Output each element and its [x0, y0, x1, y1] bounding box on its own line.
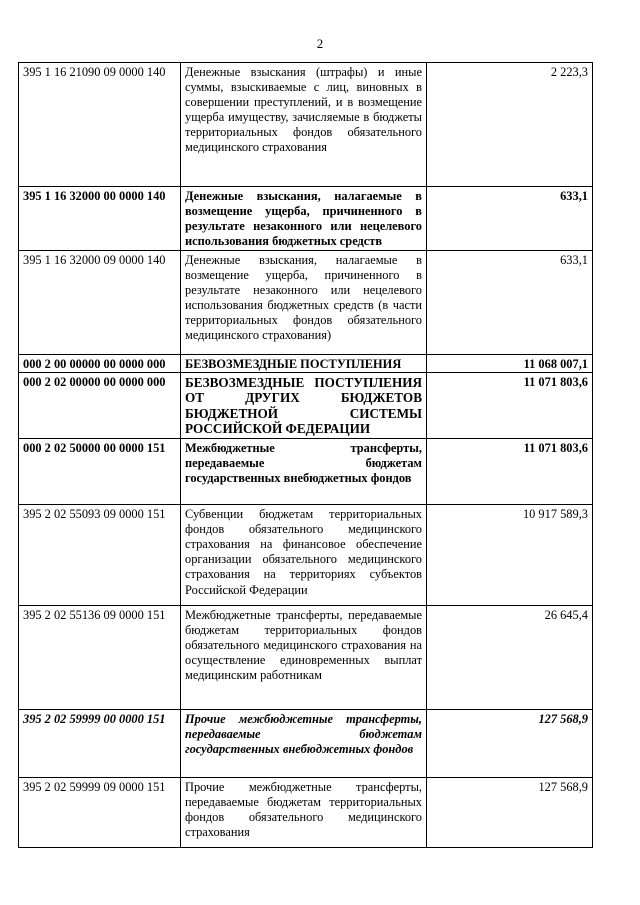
table-row: [19, 606, 593, 710]
revenue-name-cell: Прочие межбюджетные трансферты, передаваемые бюджетам государственных внебюджетных фондов: [181, 710, 427, 778]
page-number: 2: [316, 36, 324, 51]
table-row: [19, 373, 593, 439]
revenue-name-cell: БЕЗВОЗМЕЗДНЫЕ ПОСТУПЛЕНИЯ: [181, 355, 427, 373]
revenue-name-cell: Денежные взыскания, налагаемые в возмещение ущерба, причиненного в результате незаконного или нецелевого использования бюджетных средств (в части территориальных фондов обязательного медицинского страхования): [181, 251, 427, 355]
table-row: [19, 355, 593, 373]
revenue-name-cell: Денежные взыскания (штрафы) и иные суммы, взыскиваемые с лиц, виновных в совершении преступлений, и в возмещение ущерба имуществу, зачисляемые в бюджеты территориальных фондов обязательного медицинского страхования: [181, 63, 427, 187]
amount-cell: 633,1: [427, 187, 593, 251]
amount-cell: 11 071 803,6: [427, 373, 593, 439]
budget-code-cell: 000 2 02 00000 00 0000 000: [19, 373, 181, 439]
budget-revenue-table: [18, 62, 593, 848]
table-row: [19, 710, 593, 778]
table-row: [19, 778, 593, 848]
amount-cell: 2 223,3: [427, 63, 593, 187]
budget-code-cell: 000 2 00 00000 00 0000 000: [19, 355, 181, 373]
amount-cell: 11 068 007,1: [427, 355, 593, 373]
amount-cell: 127 568,9: [427, 778, 593, 848]
table-row: [19, 63, 593, 187]
amount-cell: 26 645,4: [427, 606, 593, 710]
amount-cell: 10 917 589,3: [427, 505, 593, 606]
budget-code-cell: 395 2 02 55093 09 0000 151: [19, 505, 181, 606]
amount-cell: 127 568,9: [427, 710, 593, 778]
budget-code-cell: 395 1 16 32000 09 0000 140: [19, 251, 181, 355]
revenue-name-cell: Межбюджетные трансферты, передаваемые бюджетам территориальных фондов обязательного медицинского страхования на осуществление единовременных выплат медицинским работникам: [181, 606, 427, 710]
table-row: [19, 251, 593, 355]
table-row: [19, 187, 593, 251]
revenue-name-cell: Денежные взыскания, налагаемые в возмещение ущерба, причиненного в результате незаконного или нецелевого использования бюджетных средств: [181, 187, 427, 251]
budget-code-cell: 395 1 16 32000 00 0000 140: [19, 187, 181, 251]
table-row: [19, 505, 593, 606]
budget-code-cell: 000 2 02 50000 00 0000 151: [19, 439, 181, 505]
budget-code-cell: 395 2 02 59999 09 0000 151: [19, 778, 181, 848]
amount-cell: 11 071 803,6: [427, 439, 593, 505]
revenue-name-cell: Субвенции бюджетам территориальных фондов обязательного медицинского страхования на финансовое обеспечение организации обязательного медицинского страхования на территориях субъектов Российской Федерации: [181, 505, 427, 606]
revenue-name-cell: Межбюджетные трансферты, передаваемые бюджетам государственных внебюджетных фондов: [181, 439, 427, 505]
budget-code-cell: 395 2 02 55136 09 0000 151: [19, 606, 181, 710]
budget-code-cell: 395 1 16 21090 09 0000 140: [19, 63, 181, 187]
revenue-name-cell: БЕЗВОЗМЕЗДНЫЕ ПОСТУПЛЕНИЯ ОТ ДРУГИХ БЮДЖЕТОВ БЮДЖЕТНОЙ СИСТЕМЫ РОССИЙСКОЙ ФЕДЕРАЦИИ: [181, 373, 427, 439]
amount-cell: 633,1: [427, 251, 593, 355]
table-row: [19, 439, 593, 505]
revenue-name-cell: Прочие межбюджетные трансферты, передаваемые бюджетам территориальных фондов обязательного медицинского страхования: [181, 778, 427, 848]
budget-code-cell: 395 2 02 59999 00 0000 151: [19, 710, 181, 778]
